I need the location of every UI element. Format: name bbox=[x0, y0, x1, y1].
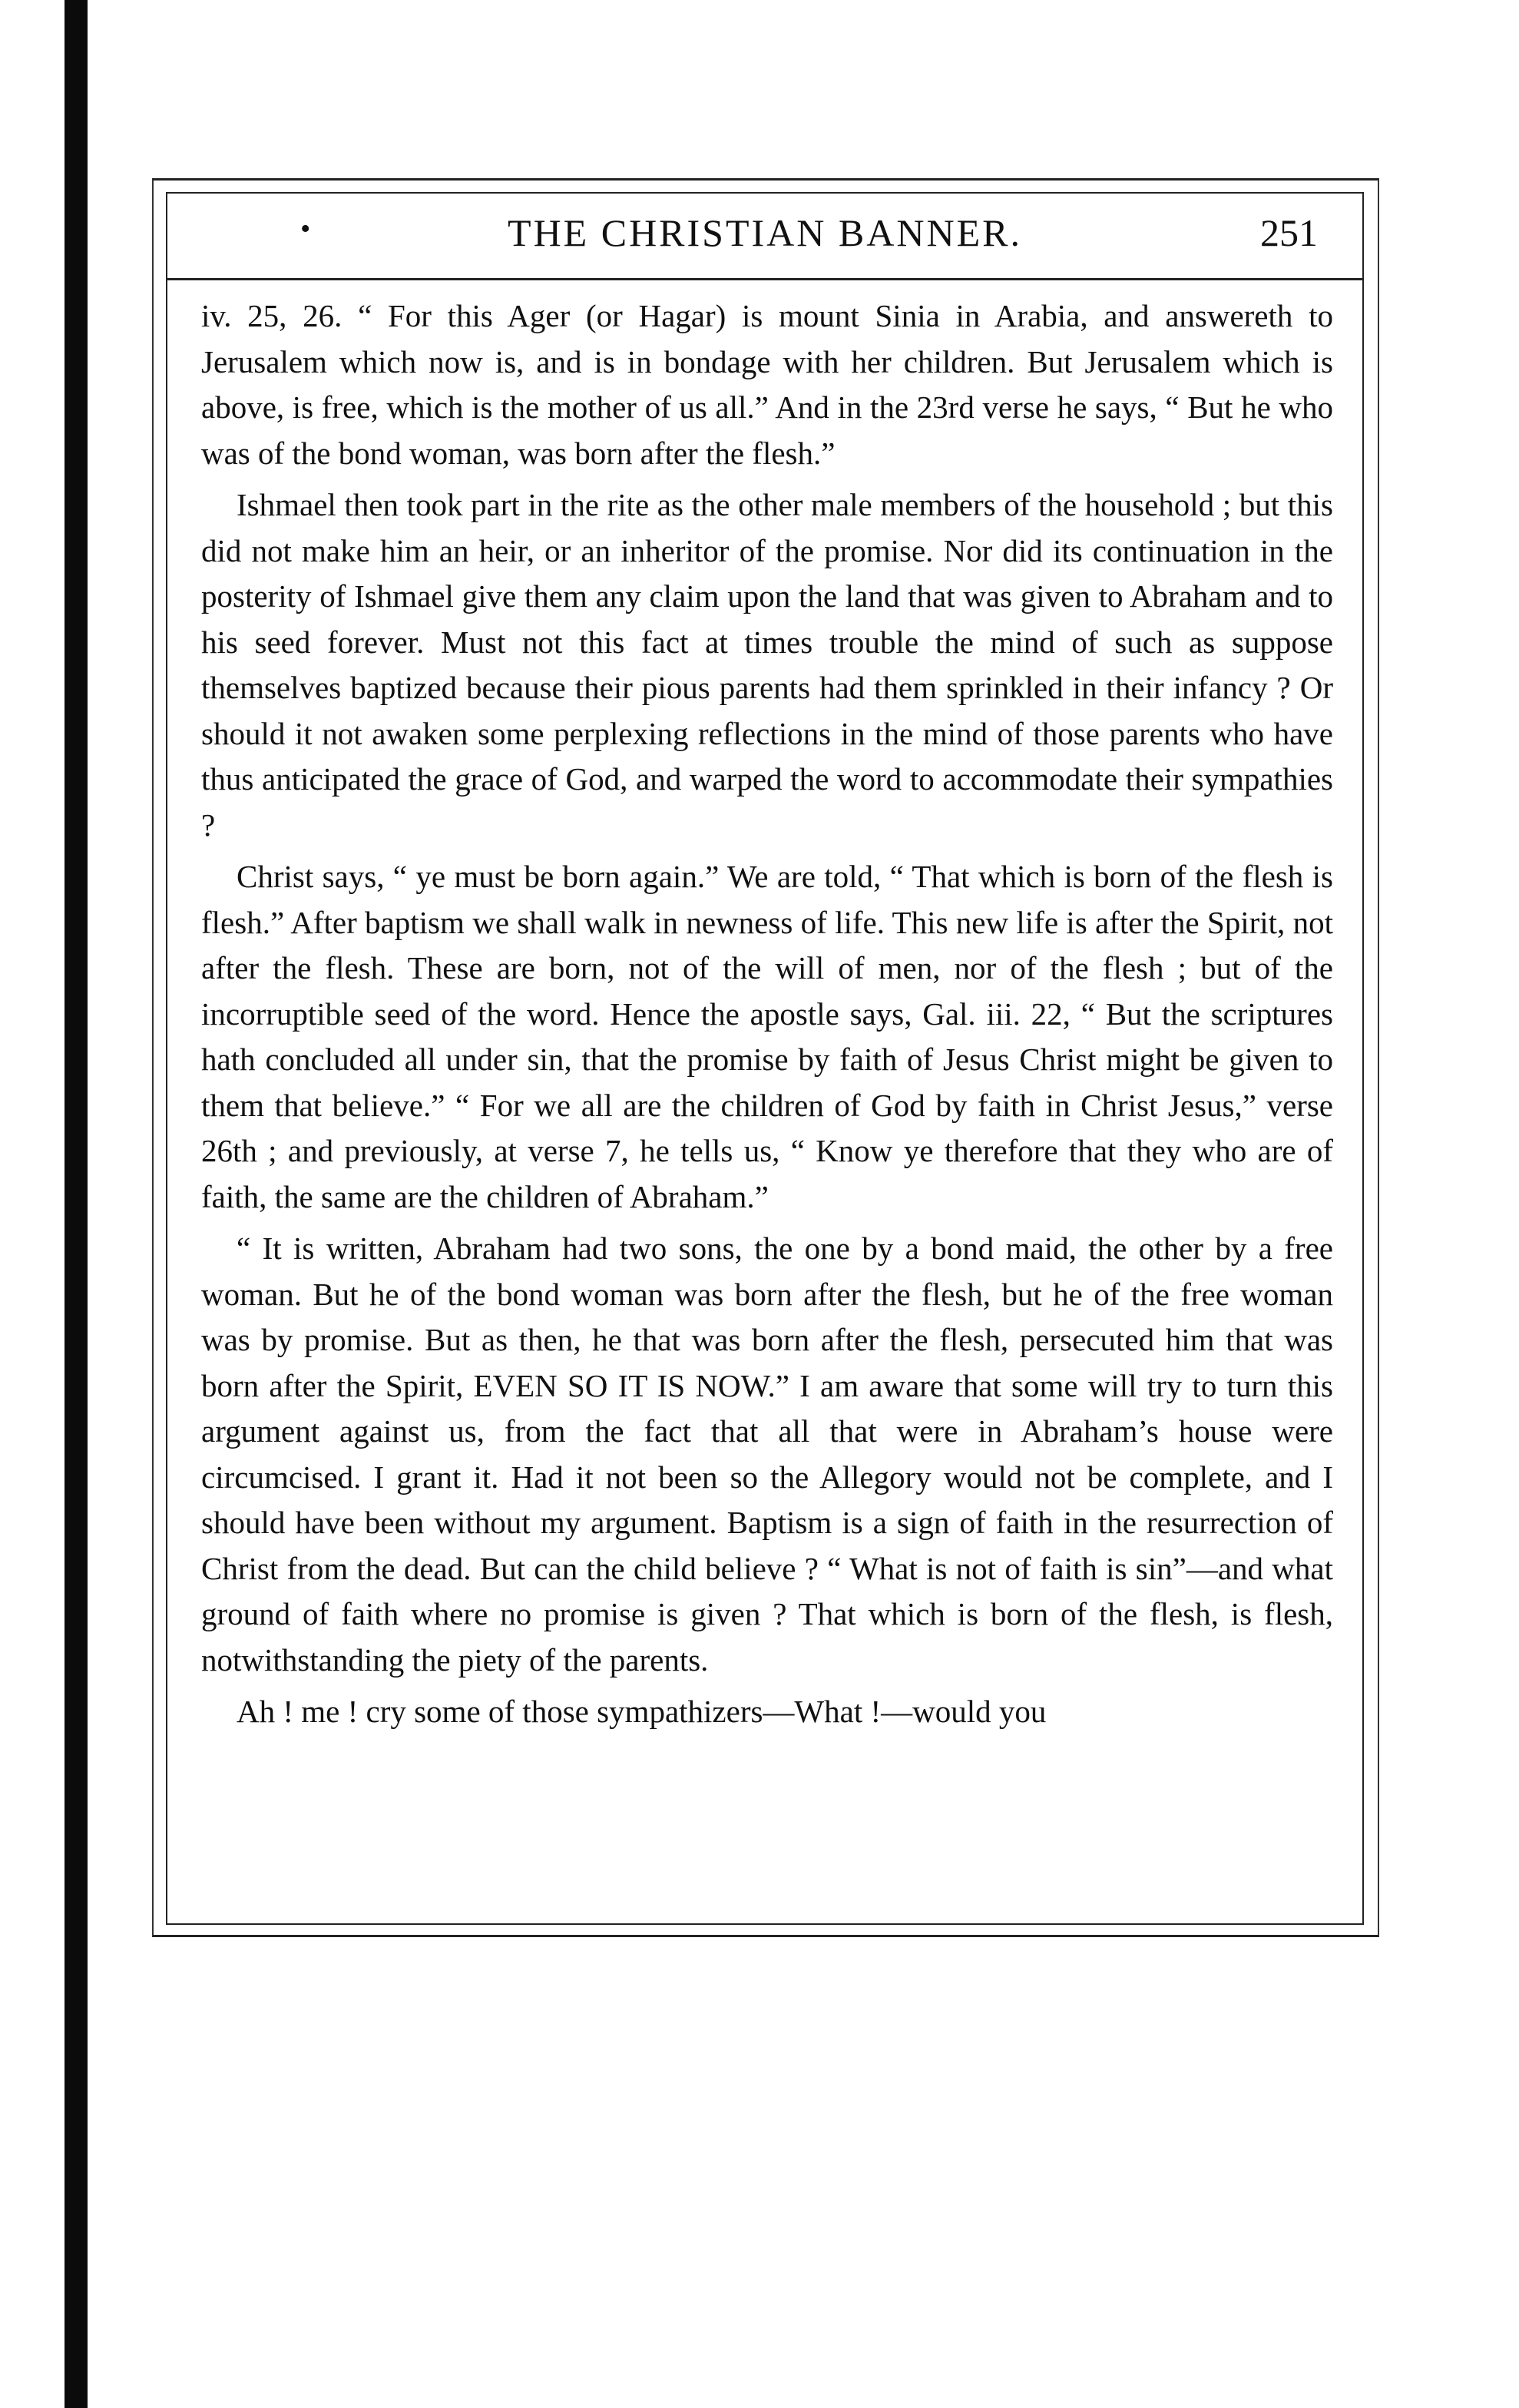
paragraph-ishmael: Ishmael then took part in the rite as the other male members of the household ; but this did not make him an heir, or an inheritor of the promise. Nor did its continuation in the posterity of Ishmael give them any claim upon the land that was given to Abraham and to his seed forever. Must not this fact at times trouble the mind of such as suppose themselves baptized because their pious parents had them sprinkled in their infancy ? Or should it not awaken some perplexing reflections in the mind of those parents who have thus anticipated the grace of God, and warped the word to accommodate their sympathies ? bbox=[201, 487, 1333, 843]
paragraph-two-sons: “ It is written, Abraham had two sons, the one by a bond maid, the other by a free woman. But he of the bond woman was born after the flesh, but he of the free woman was by promise. But as then, he that was born after the flesh, persecuted him that was born after the Spirit, EVEN SO IT IS NOW.” I am aware that some will try to turn this argument against us, from the fact that all that were in Abraham’s house were circumcised. I grant it. Had it not been so the Allegory would not be complete, and I should have been without my argument. Baptism is a sign of faith in the resurrection of Christ from the dead. But can the child believe ? “ What is not of faith is sin”—and what ground of faith where no promise is given ? That which is born of the flesh, is flesh, notwithstanding the piety of the parents. bbox=[201, 1230, 1333, 1678]
binding-edge bbox=[65, 0, 88, 2408]
page-number: 251 bbox=[1260, 211, 1318, 254]
running-header bbox=[166, 201, 1364, 278]
article-body bbox=[201, 293, 1333, 1906]
header-ornament: • bbox=[300, 213, 311, 245]
paragraph-sympathizers: Ah ! me ! cry some of those sympathizers—What !—would you bbox=[237, 1694, 1047, 1729]
header-rule bbox=[166, 278, 1364, 280]
paragraph-born-again: Christ says, “ ye must be born again.” We are told, “ That which is born of the flesh is flesh.” After baptism we shall walk in newness of life. This new life is after the Spirit, not after the flesh. These are born, not of the will of men, nor of the flesh ; but of the incorruptible seed of the word. Hence the apostle says, Gal. iii. 22, “ But the scriptures hath concluded all under sin, that the promise by faith of Jesus Christ might be given to them that believe.” “ For we all are the children of God by faith in Christ Jesus,” verse 26th ; and previously, at verse 7, he tells us, “ Know ye therefore that they who are of faith, the same are the children of Abraham.” bbox=[201, 859, 1333, 1214]
paragraph-continuation: iv. 25, 26. “ For this Ager (or Hagar) is mount Sinia in Arabia, and answereth to Jerusalem which now is, and is in bondage with her children. But Jerusalem which is above, is free, which is the mother of us all.” And in the 23rd verse he says, “ But he who was of the bond woman, was born after the flesh.” bbox=[201, 298, 1333, 471]
journal-title: THE CHRISTIAN BANNER. bbox=[508, 211, 1022, 254]
